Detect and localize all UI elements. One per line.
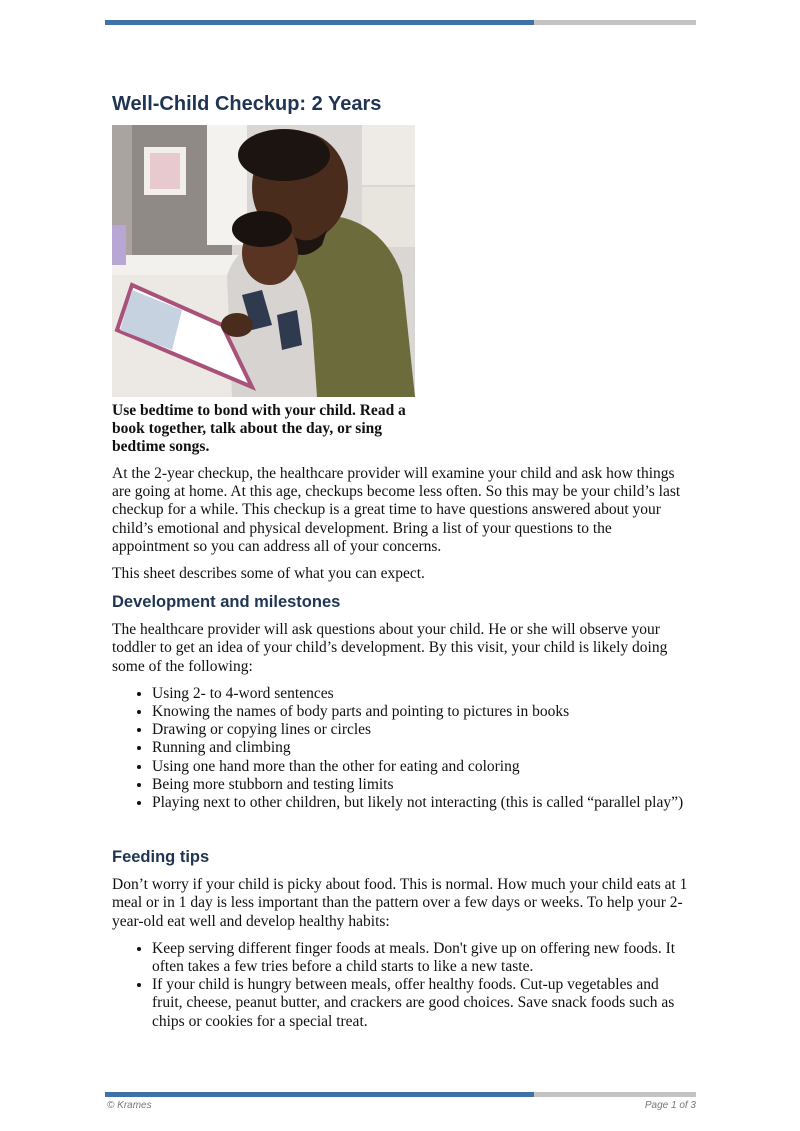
copyright-text: © Krames (107, 1100, 152, 1111)
list-item: • Using one hand more than the other for eating and coloring (152, 758, 692, 776)
document-body (112, 93, 692, 1031)
footer-rule (105, 1092, 696, 1097)
list-item: • Keep serving different finger foods at meals. Don't give up on offering new foods. It often takes a few tries before a child starts to like a new taste. (152, 940, 692, 976)
page-footer (107, 1100, 696, 1111)
page-number: Page 1 of 3 (644, 1100, 696, 1111)
feeding-heading: Feeding tips (112, 848, 210, 867)
intro-paragraph-1: At the 2-year checkup, the healthcare provider will examine your child and ask how things are going at home. At this age, checkups become less often. So this may be your child’s last checkup for a while. This checkup is a great time to have questions answered about your child’s emotional and physical development. Bring a list of your questions to the appointment so you can address all of your concerns. (112, 465, 681, 555)
list-item: • Drawing or copying lines or circles (152, 721, 692, 739)
list-item: • Playing next to other children, but likely not interacting (this is called “parallel play”) (152, 794, 692, 812)
section-spacer (112, 812, 692, 838)
list-item: • Using 2- to 4-word sentences (152, 685, 692, 703)
feeding-paragraph: Don’t worry if your child is picky about food. This is normal. How much your child eats at 1 meal or in 1 day is less important than the pattern over a few days or weeks. To help your 2-year-old eat well and develop healthy habits: (112, 876, 688, 930)
list-item: • Running and climbing (152, 739, 692, 757)
intro-paragraph-2: This sheet describes some of what you can expect. (112, 565, 425, 583)
photo-caption: Use bedtime to bond with your child. Read a book together, talk about the day, or sing bedtime songs. (112, 402, 406, 455)
development-paragraph: The healthcare provider will ask questions about your child. He or she will observe your toddler to get an idea of your child’s development. By this visit, your child is likely doing some of the following: (112, 621, 668, 675)
development-list (112, 685, 692, 812)
header-rule (105, 20, 696, 25)
page-title: Well-Child Checkup: 2 Years (112, 93, 382, 115)
header-rule-gray (534, 20, 696, 25)
feeding-list (112, 940, 692, 1031)
list-item: • Knowing the names of body parts and pointing to pictures in books (152, 703, 692, 721)
development-heading: Development and milestones (112, 593, 341, 612)
photo-father-reading-to-child (112, 125, 415, 397)
list-item: • Being more stubborn and testing limits (152, 776, 692, 794)
footer-rule-gray (534, 1092, 696, 1097)
footer-rule-blue (105, 1092, 534, 1097)
list-item: • If your child is hungry between meals, offer healthy foods. Cut-up vegetables and fruit, cheese, peanut butter, and crackers are good choices. Save snack foods such as chips or cookies for a special treat. (152, 976, 692, 1031)
header-rule-blue (105, 20, 534, 25)
